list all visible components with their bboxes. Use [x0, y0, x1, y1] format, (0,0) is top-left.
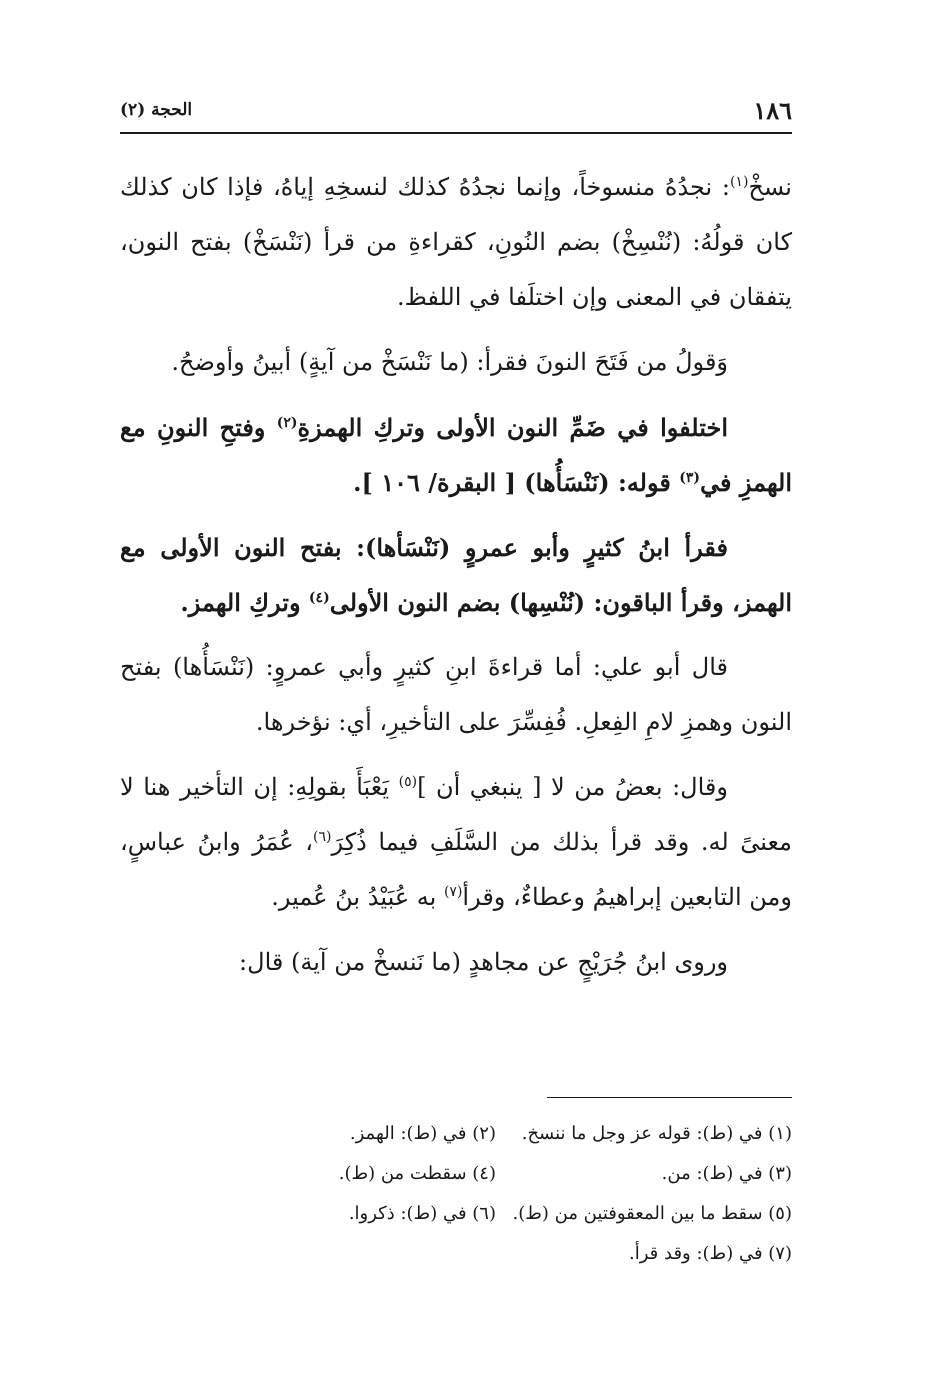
footnote-ref-3: (٣): [679, 470, 700, 486]
paragraph-5-text: قال أبو علي: أما قراءةَ ابنِ كثيرٍ وأبي عمروٍ: (نَنْسَأُها) بفتح النون وهمزِ لامِ الفِعلِ. فُفِسِّرَ على التأخيرِ، أي: نؤخرها.: [120, 653, 792, 736]
footnote-4: (٤) سقطت من (ط).: [338, 1163, 496, 1184]
footnote-ref-7: (٧): [443, 884, 463, 900]
footnote-row: [200, 1114, 792, 1154]
paragraph-1-text-b: : نجدُهُ منسوخاً، وإنما نجدُهُ كذلك لنسخِهِ إياهُ، فإذا كان كذلك كان قولُهُ: (نُنْسِخْ) بضم النُونِ، كقراءةِ من قرأ (نَنْسَخْ) بفتح النون، يتفقان في المعنى وإن اختلَفا في اللفظ.: [120, 173, 792, 311]
footnote-ref-5: (٥): [398, 774, 418, 790]
footnote-ref-6: (٦): [313, 829, 332, 845]
footnote-row: [200, 1194, 792, 1234]
footnote-7: (٧) في (ط): وقد قرأ.: [629, 1243, 792, 1264]
paragraph-3-text-b: وفتحِ النونِ مع الهمزِ في: [120, 413, 792, 497]
paragraph-6-text-b: يَعْبَأَ بقولِهِ: إن التأخير هنا لا معنىً له. وقد قرأ بذلك من السَّلَفِ فيما ذُكِرَ: [120, 773, 792, 856]
footnotes: [200, 1114, 792, 1274]
footnote-row: [200, 1234, 792, 1274]
paragraph-6-text-d: به عُبَيْدُ بنُ عُمير.: [271, 883, 444, 911]
paragraph-6-text-c: ، عُمَرُ وابنُ عباسٍ، ومن التابعين إبراهيمُ وعطاءٌ، وقرأ: [120, 828, 792, 911]
paragraph-4-text-a: فقرأ ابنُ كثيرٍ وأبو عمروٍ (نَنْسَأها): بفتح النون الأولى مع الهمز، وقرأ الباقون: (نُنْسِها) بضم النون الأولى: [120, 533, 792, 617]
running-title: الحجة (٢): [120, 100, 193, 120]
page-number: ١٨٦: [753, 96, 792, 125]
footnote-ref-2: (٢): [276, 415, 298, 431]
paragraph-4-text-b: وتركِ الهمز.: [180, 588, 309, 617]
paragraph-3-text-a: اختلفوا في ضَمِّ النون الأولى وتركِ الهمزةِ: [297, 413, 728, 442]
footnote-ref-1: (١): [729, 174, 749, 190]
footnote-separator: [547, 1097, 792, 1098]
footnote-5: (٥) سقط ما بين المعقوفتين من (ط).: [512, 1203, 792, 1224]
paragraph-3-text-c: قوله: (نَنْسَأُها) [ البقرة/ ١٠٦ ].: [353, 468, 680, 497]
footnote-2: (٢) في (ط): الهمز.: [349, 1123, 496, 1144]
paragraph-7: [120, 935, 792, 990]
paragraph-3-heading: [120, 400, 792, 510]
paragraph-5: [120, 640, 792, 750]
paragraph-4: [120, 520, 792, 630]
paragraph-2-text: وَقولُ من فَتَحَ النونَ فقرأ: (ما نَنْسَخْ من آيةٍ) أبينُ وأوضحُ.: [171, 348, 728, 376]
main-text: [120, 160, 792, 1000]
header-rule: [120, 132, 792, 134]
footnote-1: (١) في (ط): قوله عز وجل ما ننسخ.: [521, 1123, 792, 1144]
page-header: [120, 96, 792, 128]
footnote-6: (٦) في (ط): ذكروا.: [348, 1203, 496, 1224]
paragraph-2: [120, 335, 792, 390]
footnote-ref-4: (٤): [308, 590, 330, 606]
paragraph-1: [120, 160, 792, 325]
footnote-row: [200, 1154, 792, 1194]
paragraph-1-text-a: نسخْ: [748, 173, 792, 201]
paragraph-6: [120, 760, 792, 925]
footnote-3: (٣) في (ط): من.: [661, 1163, 792, 1184]
paragraph-6-text-a: وقال: بعضُ من لا [ ينبغي أن ]: [417, 773, 728, 801]
paragraph-7-text: وروى ابنُ جُرَيْجٍ عن مجاهدٍ (ما نَنسخْ من آية) قال:: [239, 948, 728, 976]
